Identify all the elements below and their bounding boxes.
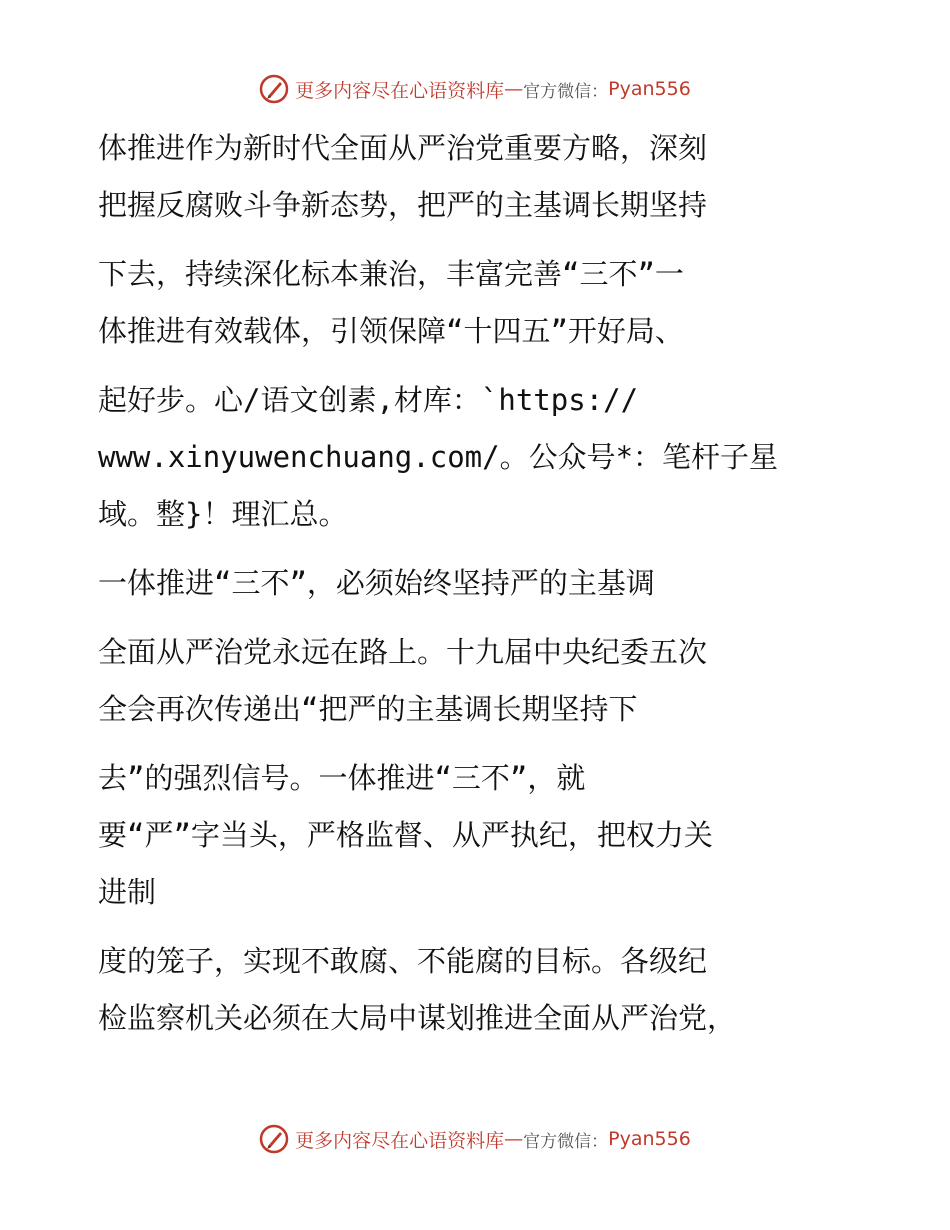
text-line: 把握反腐败斗争新态势，把严的主基调长期坚持: [98, 188, 708, 222]
text-line: www.xinyuwenchuang.com/。公众号*：笔杆子星: [98, 440, 779, 474]
banner-wechat-label: 官方微信：: [523, 1131, 609, 1152]
paragraph: [98, 372, 858, 543]
paragraph: [98, 624, 858, 738]
quill-logo-icon: [259, 1124, 289, 1154]
text-line: 要“严”字当头，严格监督、从严执纪，把权力关: [98, 818, 713, 852]
text-line: 下去，持续深化标本兼治，丰富完善“三不”一: [98, 257, 684, 291]
text-line: 一体推进“三不”，必须始终坚持严的主基调: [98, 566, 655, 600]
paragraph: [98, 750, 858, 921]
footer-banner: [0, 1119, 950, 1159]
banner-title: 更多内容尽在心语资料库: [295, 79, 505, 102]
paragraph: [98, 933, 858, 1047]
banner-title: 更多内容尽在心语资料库: [295, 1129, 505, 1152]
banner-separator: —: [504, 1128, 524, 1150]
banner-wechat-id: Pyan556: [608, 78, 691, 100]
text-line: 起好步。心/语文创素,材库：`https://: [98, 383, 639, 417]
document-body: [98, 120, 858, 1047]
banner-wechat-label: 官方微信：: [523, 81, 609, 102]
quill-logo-icon: [259, 74, 289, 104]
text-line: 体推进作为新时代全面从严治党重要方略，深刻: [98, 131, 708, 165]
section-heading: [98, 555, 858, 612]
banner-separator: —: [504, 78, 524, 100]
header-banner: [0, 69, 950, 109]
banner-wechat-id: Pyan556: [608, 1128, 691, 1150]
text-line: 域。整}！理汇总。: [98, 497, 348, 531]
text-line: 体推进有效载体，引领保障“十四五”开好局、: [98, 314, 684, 348]
text-line: 去”的强烈信号。一体推进“三不”，就: [98, 761, 586, 795]
text-line: 检监察机关必须在大局中谋划推进全面从严治党，: [98, 1001, 737, 1035]
text-line: 全面从严治党永远在路上。十九届中央纪委五次: [98, 635, 708, 669]
text-line: 全会再次传递出“把严的主基调长期坚持下: [98, 692, 638, 726]
paragraph: [98, 120, 858, 234]
paragraph: [98, 246, 858, 360]
text-line: 进制: [98, 875, 157, 909]
text-line: 度的笼子，实现不敢腐、不能腐的目标。各级纪: [98, 944, 708, 978]
